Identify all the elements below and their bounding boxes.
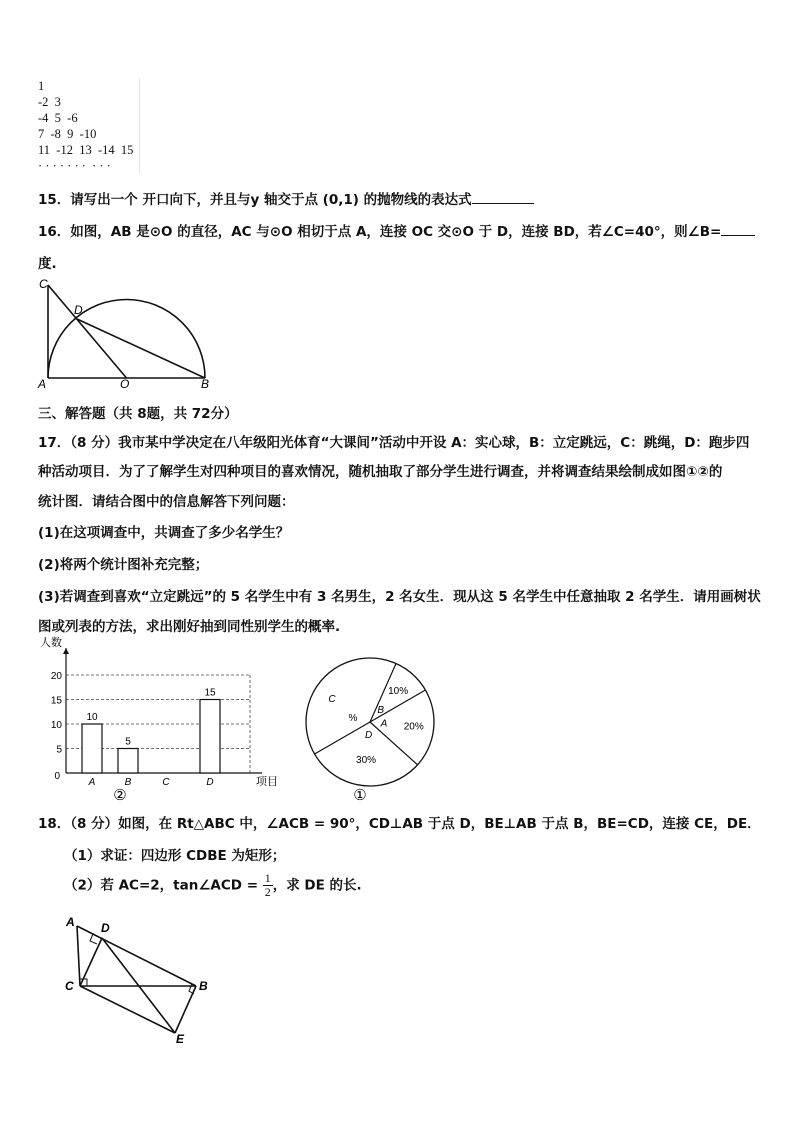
y-axis-arrow: [63, 648, 69, 654]
label-a: A: [66, 915, 75, 929]
question-17-sub-1: (1)在这项调查中，共调查了多少名学生？: [38, 525, 290, 541]
semicircle-arc: [48, 300, 205, 379]
question-17-sub-2: (2)将两个统计图补充完整；: [38, 557, 209, 573]
y-tick-label: 0: [54, 771, 60, 782]
figure-label: ①: [353, 787, 367, 804]
triangle-row: 1: [38, 79, 45, 93]
x-axis-label: 项目: [256, 776, 278, 788]
label-e: E: [176, 1032, 185, 1046]
x-tick-label: D: [206, 777, 214, 788]
bar: [118, 749, 138, 774]
figure-label: ②: [113, 787, 127, 804]
triangle-row: 11 -12 13 -14 15: [38, 143, 134, 157]
answer-blank: [472, 191, 534, 204]
section-3-title: 三、解答题（共 8题，共 72分）: [38, 406, 238, 422]
slice-label: %: [348, 713, 358, 724]
label-a: A: [38, 377, 47, 391]
question-16-text: 16．如图，AB 是⊙O 的直径，AC 与⊙O 相切于点 A，连接 OC 交⊙O 于 D，连接 BD，若∠C=40°，则∠B=: [38, 224, 722, 240]
question-18-sub-2-post: ，求 DE 的长.: [272, 877, 362, 894]
label-c: C: [39, 277, 48, 291]
slice-category-label: C: [328, 694, 336, 705]
bar: [82, 724, 102, 773]
segment-co: [48, 285, 127, 378]
triangle-row: -4 5 -6: [38, 111, 78, 125]
triangle-row: · · · · · · · · · ·: [38, 159, 111, 173]
label-c: C: [65, 979, 74, 993]
fraction-one-half: [263, 872, 273, 899]
data-label: 10: [86, 712, 98, 723]
figure-16-circle-diagram: [30, 274, 215, 392]
answer-blank: [721, 223, 755, 236]
triangle-row: -2 3: [38, 95, 61, 109]
y-tick-label: 15: [50, 695, 62, 707]
segment-db: [77, 319, 205, 378]
question-17-line-2: 种活动项目．为了了解学生对四种项目的喜欢情况，随机抽取了部分学生进行调查，并将调查结果绘制成如图①②的: [38, 464, 723, 480]
question-18-sub-1: （1）求证：四边形 CDBE 为矩形；: [64, 848, 286, 864]
label-d: D: [101, 921, 110, 935]
question-15: [38, 188, 534, 208]
data-label: 5: [125, 736, 131, 748]
x-tick-label: B: [124, 777, 132, 788]
slice-label: 20%: [403, 721, 424, 733]
question-16-unit: 度.: [38, 256, 57, 272]
x-tick-label: C: [162, 777, 170, 788]
fraction-denominator: 2: [264, 885, 271, 899]
slice-category-label: B: [377, 705, 385, 717]
question-16: [38, 220, 755, 240]
slice-label: 10%: [388, 685, 409, 697]
data-label: 15: [204, 687, 216, 699]
label-b: B: [201, 377, 210, 391]
triangle-row: 7 -8 9 -10: [38, 127, 97, 141]
y-tick-label: 20: [50, 671, 62, 682]
slice-category-label: D: [365, 729, 373, 741]
slice-label: 30%: [356, 754, 377, 766]
question-18-sub-2-pre: （2）若 AC=2，tan∠ACD =: [64, 877, 263, 894]
y-tick-label: 5: [56, 744, 62, 756]
label-o: O: [120, 377, 130, 391]
question-17-line-3: 统计图．请结合图中的信息解答下列问题：: [38, 494, 295, 510]
label-b: B: [199, 979, 208, 993]
segment-ac: [77, 926, 80, 986]
question-15-text: 15．请写出一个 开口向下，并且与y 轴交于点 (0,1) 的抛物线的表达式: [38, 192, 472, 208]
segment-ce: [80, 986, 175, 1033]
bar: [200, 700, 220, 774]
number-triangle: [38, 78, 140, 174]
figure-18-rectangle-diagram: [60, 912, 220, 1052]
y-tick-label: 10: [50, 720, 62, 731]
segment-ab: [77, 926, 196, 986]
question-18-sub-2: [64, 872, 362, 899]
question-17-sub-3a: (3)若调查到喜欢“立定跳远”的 5 名学生中有 3 名男生，2 名女生．现从这 5 名学生中任意抽取 2 名学生．请用画树状: [38, 589, 761, 605]
question-18-line-1: 18．（8 分）如图，在 Rt△ABC 中，∠ACB = 90°，CD⊥AB 于点 D，BE⊥AB 于点 B，BE=CD，连接 CE，DE．: [38, 816, 761, 832]
question-17-sub-3b: 图或列表的方法，求出刚好抽到同性别学生的概率.: [38, 619, 341, 635]
slice-category-label: A: [380, 718, 388, 730]
fraction-numerator: 1: [264, 871, 271, 885]
y-axis-label: 人数: [40, 637, 62, 649]
bar-chart-figure-2: [32, 632, 287, 804]
pie-chart-figure-1: [298, 652, 443, 804]
question-17-line-1: 17．（8 分）我市某中学决定在八年级阳光体育“大课间”活动中开设 A：实心球，B：立定跳远，C：跳绳，D：跑步四: [38, 435, 750, 451]
label-d: D: [74, 303, 83, 317]
x-tick-label: A: [88, 777, 96, 788]
